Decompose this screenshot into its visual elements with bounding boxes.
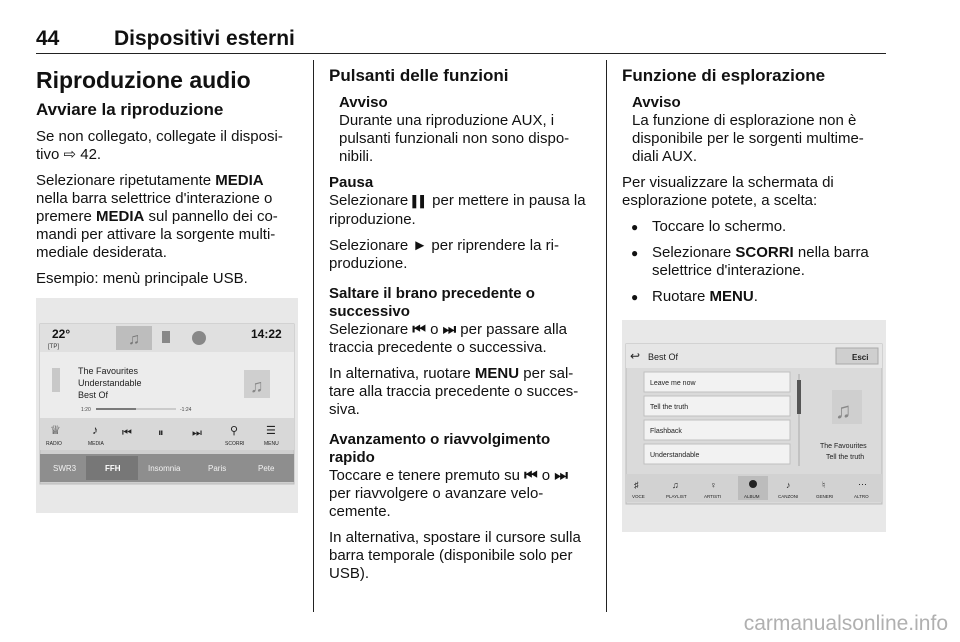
text: Toccare e tenere premuto su [329, 467, 525, 484]
paragraph: Se non collegato, collegate il disposi-tivo ⇨ 42. [36, 128, 283, 163]
remaining-time: -1:24 [180, 407, 192, 413]
radio-button: RADIO [46, 441, 62, 447]
text: Ruotare [652, 288, 710, 305]
voice-button: VOCE [632, 494, 645, 499]
music-note-icon: ♫ [250, 376, 264, 396]
text: per riprendere la ri-produzione. [329, 237, 559, 272]
section-title: Funzione di esplorazione [622, 66, 826, 85]
info-icon [192, 331, 206, 345]
page-number: 44 [36, 27, 60, 50]
list-item: ● Toccare lo schermo. [622, 218, 888, 236]
text: nella barra selettrice d'interazione. [652, 244, 869, 279]
text: nella barra selettrice d'interazione o premere [36, 190, 273, 225]
paragraph [329, 365, 593, 419]
song-name: Tell the truth [826, 454, 865, 461]
voice-icon: ♯ [634, 480, 639, 490]
note-body: Durante una riproduzione AUX, i pulsanti funzionali non sono dispo-nibili. [339, 112, 570, 165]
exit-button: Esci [852, 353, 869, 362]
text: Selezionare [329, 321, 413, 338]
scrollbar-thumb [797, 380, 801, 414]
text: . [753, 288, 758, 305]
text: per passare alla traccia precedente o successiva. [329, 321, 568, 356]
artist-name: The Favourites [820, 443, 867, 450]
list-item [622, 288, 888, 306]
browse-screenshot [622, 320, 886, 532]
text: Selezionare ripetutamente [36, 172, 216, 189]
usb-main-menu-screenshot [36, 298, 298, 513]
previous-track-icon: ⏮ [122, 427, 132, 439]
genres-icon: ♮ [822, 480, 826, 490]
media-button: MEDIA [88, 441, 104, 447]
text: sul pannello dei co-mandi per attivare la sorgente multi-mediale desiderata. [36, 208, 278, 261]
preset-5: Pete [258, 464, 275, 473]
text: o [537, 467, 555, 484]
screen-title: Best Of [648, 352, 679, 362]
paragraph [329, 192, 593, 229]
keyword: MEDIA [96, 208, 145, 225]
infotainment-browse-screen [622, 320, 886, 532]
menu-icon: ☰ [266, 425, 276, 437]
watermark: carmanualsonline.info [743, 612, 948, 635]
phone-icon [162, 331, 170, 343]
next-track-icon: ⏭ [554, 467, 568, 484]
search-icon: ⚲ [230, 425, 239, 437]
subheading: Avviare la riproduzione [36, 100, 224, 119]
music-note-icon: ♫ [128, 331, 140, 348]
paragraph: In alternativa, spostare il cursore sulla barra temporale (disponibile solo per USB). [329, 529, 581, 582]
text: In alternativa, ruotare [329, 365, 475, 382]
track-title: Understandable [78, 378, 142, 388]
elapsed-time: 1:20 [81, 407, 91, 413]
track-item: Understandable [650, 452, 700, 459]
note-title: Avviso [632, 94, 681, 111]
track-item: Leave me now [650, 380, 696, 387]
track-item: Flashback [650, 428, 682, 435]
artists-button: ARTISTI [704, 494, 722, 499]
heading-fast-forward: Avanzamento o riavvolgimento rapido [329, 431, 551, 466]
infotainment-screen [36, 298, 298, 513]
track-artist: The Favourites [78, 366, 139, 376]
track-item: Tell the truth [650, 404, 689, 411]
page-header [36, 27, 886, 54]
music-note-icon: ♫ [835, 398, 852, 423]
album-icon [749, 480, 757, 488]
keyword: MEDIA [215, 172, 264, 189]
paragraph: Per visualizzare la schermata di esplorazione potete, a scelta: [622, 174, 834, 209]
paragraph: Esempio: menù principale USB. [36, 270, 248, 287]
running-title: Dispositivi esterni [114, 27, 295, 50]
tp-indicator: [TP] [48, 344, 60, 350]
paragraph [36, 172, 298, 262]
text: per sal-tare alla traccia precedente o succes-siva. [329, 365, 579, 418]
artists-icon: ♀ [710, 480, 717, 490]
paragraph [329, 237, 593, 273]
playlist-icon: ♫ [672, 480, 679, 490]
note [329, 94, 593, 166]
preset-1: SWR3 [53, 464, 77, 473]
note-title: Avviso [339, 94, 388, 111]
bullet-list [622, 218, 888, 306]
preset-2: FFH [105, 464, 121, 473]
genres-button: GENERI [816, 494, 834, 499]
keyword: MENU [709, 288, 754, 305]
keyword: SCORRI [735, 244, 794, 261]
temperature: 22° [52, 327, 71, 341]
column-divider [313, 60, 314, 612]
note-body: La funzione di esplorazione non è disponibile per le sorgenti multime-diali AUX. [632, 112, 864, 165]
play-icon: ► [412, 237, 428, 254]
text: Selezionare [329, 237, 413, 254]
column-1 [36, 60, 298, 513]
album-button: ALBUM [744, 494, 760, 499]
text: per riavvolgere o avanzare velo-cemente. [329, 485, 544, 520]
column-divider [606, 60, 607, 612]
usb-device-icon [52, 368, 60, 392]
preset-3: Insomnia [148, 464, 181, 473]
list-item [622, 244, 888, 280]
playlist-button: PLAYLIST [666, 494, 687, 499]
heading-pause: Pausa [329, 174, 374, 191]
section-title: Riproduzione audio [36, 67, 251, 93]
back-icon: ↩ [630, 349, 641, 363]
heading-skip: Saltare il brano precedente o successivo [329, 285, 535, 320]
note [622, 94, 888, 166]
section-title: Pulsanti delle funzioni [329, 66, 509, 85]
text: Selezionare [652, 244, 736, 261]
songs-icon: ♪ [786, 480, 791, 490]
preset-4: Paris [208, 464, 227, 473]
scroll-button: SCORRI [225, 441, 245, 447]
text: o [425, 321, 443, 338]
album-name: Best Of [78, 390, 109, 400]
paragraph [329, 321, 593, 357]
text: per mettere in pausa la riproduzione. [329, 192, 586, 228]
more-icon: ⋯ [858, 479, 867, 489]
media-icon: ♪ [92, 423, 98, 437]
keyword: MENU [474, 365, 520, 382]
radio-icon: ♕ [50, 423, 61, 437]
songs-button: CANZONI [778, 494, 799, 499]
pause-icon: ⏸ [158, 427, 164, 439]
column-2 [329, 60, 593, 591]
column-3 [622, 60, 888, 532]
previous-track-icon: ⏮ [524, 467, 538, 484]
paragraph [329, 467, 593, 521]
more-button: ALTRO [854, 494, 869, 499]
text: Selezionare [329, 192, 413, 209]
pause-icon: ▌▌ [412, 196, 428, 208]
next-track-icon: ⏭ [192, 427, 202, 439]
menu-button: MENU [264, 441, 279, 447]
clock: 14:22 [251, 327, 282, 341]
previous-track-icon: ⏮ [412, 321, 426, 338]
next-track-icon: ⏭ [442, 321, 457, 338]
